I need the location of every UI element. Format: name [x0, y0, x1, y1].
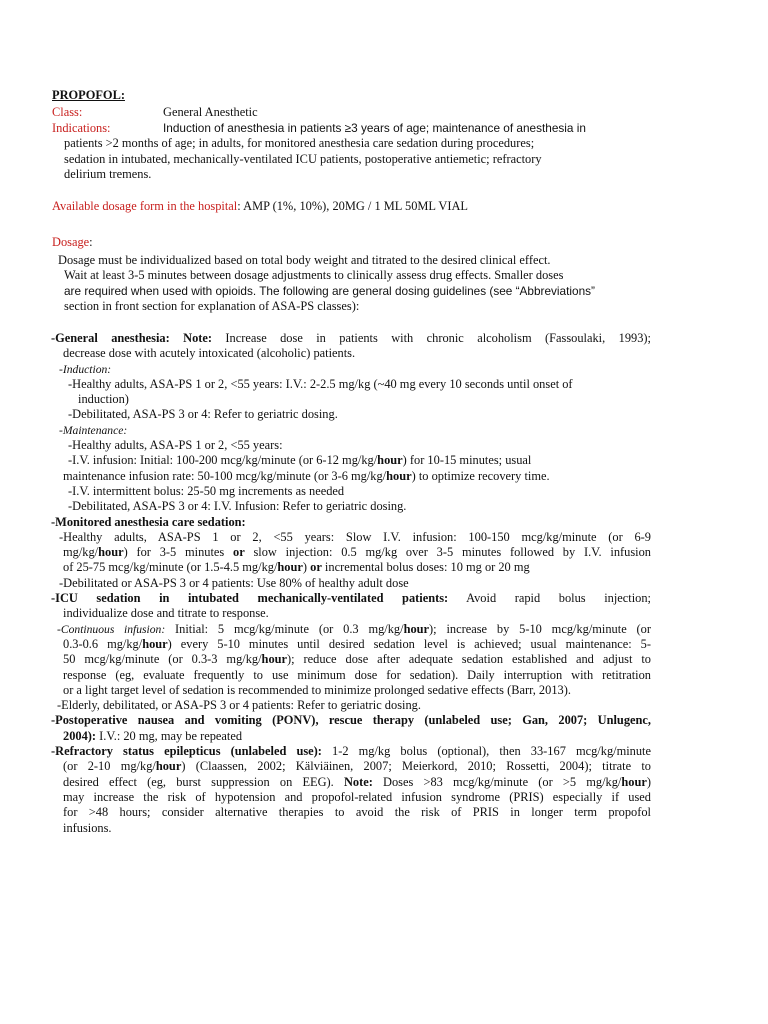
text: slow injection: 0.5 mg/kg over 3-5 minutes followed by I.V. infusion — [244, 545, 651, 560]
text: -I.V. infusion: Initial: 100-200 mcg/kg/minute (or 6-12 mg/kg/ — [68, 453, 378, 468]
indications-section — [52, 121, 632, 182]
text: ) — [302, 560, 311, 575]
text: Initial: 5 mcg/kg/minute (or 0.3 mg/kg/ — [165, 621, 404, 636]
dosing-guidelines — [51, 331, 651, 836]
drug-title: PROPOFOL: — [52, 88, 125, 102]
status-line: infusions. — [63, 820, 112, 835]
text: ); increase by 5-10 mcg/kg/minute (or — [429, 621, 651, 636]
monitored-line: -Healthy adults, ASA-PS 1 or 2, <55 years: Slow I.V. infusion: 100-150 mcg/kg/minute (or 6-9 — [59, 529, 651, 544]
text: mg/kg/ — [63, 545, 99, 560]
dosage-line: section in front section for explanation of ASA-PS classes): — [64, 298, 360, 313]
indications-line: sedation in intubated, mechanically-ventilated ICU patients, postoperative antiemetic; refractory — [64, 151, 542, 166]
icu-line — [51, 622, 651, 637]
general-text: Increase dose in patients with chronic alcoholism (Fassoulaki, 1993); — [212, 331, 651, 345]
text: (or 2-10 mg/kg/ — [63, 759, 156, 774]
general-anesthesia-heading — [51, 331, 651, 346]
dosage-line: Dosage must be individualized based on total body weight and titrated to the desired clinical effect. — [58, 253, 551, 267]
status-line — [51, 759, 651, 774]
text: ) for 10-15 minutes; usual — [402, 453, 532, 468]
available-value: AMP (1%, 10%), 20MG / 1 ML 50ML VIAL — [240, 199, 468, 213]
maintenance-line — [51, 453, 651, 468]
icu-line — [51, 637, 651, 652]
indications-line: delirium tremens. — [64, 166, 152, 181]
or-bold: or — [233, 545, 245, 560]
maintenance-label: -Maintenance: — [59, 423, 128, 437]
icu-line: -Elderly, debilitated, or ASA-PS 3 or 4 patients: Refer to geriatric dosing. — [57, 698, 421, 713]
available-colon: : — [237, 199, 241, 213]
continuous-infusion-label: -Continuous infusion: — [57, 622, 166, 636]
maintenance-line: -I.V. intermittent bolus: 25-50 mg increments as needed — [68, 483, 345, 498]
text: I.V.: 20 mg, may be repeated — [96, 728, 243, 743]
status-line: for >48 hours; consider alternative therapies to avoid the risk of PRIS in longer term propofol — [63, 805, 651, 820]
icu-line: or a light target level of sedation is recommended to minimize prolonged sedative effects (Barr, 2013). — [63, 682, 571, 697]
icu-heading — [51, 591, 651, 606]
available-label: Available dosage form in the hospital — [52, 199, 238, 213]
maintenance-line: -Debilitated, ASA-PS 3 or 4: I.V. Infusion: Refer to geriatric dosing. — [68, 499, 407, 514]
ponv-heading — [51, 713, 651, 728]
monitored-head: -Monitored anesthesia care sedation: — [51, 514, 246, 529]
hour-bold: hour — [621, 774, 647, 789]
ponv-head: -Postoperative nausea and vomiting (PONV), rescue therapy (unlabeled use; Gan, 2007; Unlugenc, — [51, 713, 651, 728]
class-value: General Anesthetic — [163, 105, 258, 119]
dosage-intro — [52, 253, 652, 314]
induction-line: induction) — [78, 392, 129, 407]
text: ) every 5-10 minutes until desired sedation level is achieved; usual maintenance: 5- — [167, 636, 652, 651]
note-bold: Note: — [343, 774, 373, 789]
text: ) — [646, 774, 651, 789]
status-epilepticus-heading — [51, 744, 651, 759]
or-bold: or — [310, 560, 322, 575]
hour-bold: hour — [277, 560, 303, 575]
indications-line: patients >2 months of age; in adults, for monitored anesthesia care sedation during procedures; — [64, 136, 535, 151]
dosage-heading — [52, 235, 93, 250]
status-head: -Refractory status epilepticus (unlabeled use): — [51, 744, 322, 759]
monitored-heading — [51, 515, 651, 530]
text: 50 mcg/kg/minute (or 0.3-3 mg/kg/ — [63, 652, 262, 667]
status-line: may increase the risk of hypotension and propofol-related infusion syndrome (PRIS) especially if used — [63, 789, 651, 804]
hour-bold: hour — [386, 468, 412, 483]
text: ) for 3-5 minutes — [123, 545, 233, 560]
dosage-line: Wait at least 3-5 minutes between dosage adjustments to clinically assess drug effects. Smaller doses — [64, 268, 564, 283]
text: ) (Claassen, 2002; Kälviäinen, 2007; Meierkord, 2010; Rossetti, 2004); titrate to — [181, 759, 651, 774]
icu-line — [51, 652, 651, 667]
hour-bold: hour — [377, 453, 403, 468]
available-dosage-form — [52, 199, 468, 214]
monitored-line — [51, 560, 651, 575]
class-row — [52, 105, 258, 120]
class-label: Class: — [52, 105, 83, 119]
text: ); reduce dose after adequate sedation established and adjust to — [287, 652, 651, 667]
hour-bold: hour — [142, 636, 168, 651]
text: ) to optimize recovery time. — [411, 468, 550, 483]
induction-label: -Induction: — [59, 362, 112, 376]
induction-line: -Debilitated, ASA-PS 3 or 4: Refer to geriatric dosing. — [68, 407, 338, 422]
text: 0.3-0.6 mg/kg/ — [63, 636, 143, 651]
text: 1-2 mg/kg bolus (optional), then 33-167 mcg/kg/minute — [321, 744, 652, 759]
hour-bold: hour — [98, 545, 124, 560]
monitored-line — [51, 545, 651, 560]
dosage-label: Dosage — [52, 235, 90, 249]
general-head: -General anesthesia: Note: — [51, 331, 213, 345]
monitored-line: -Debilitated or ASA-PS 3 or 4 patients: Use 80% of healthy adult dose — [59, 575, 409, 590]
text: incremental bolus doses: 10 mg or 20 mg — [321, 560, 530, 575]
ponv-line — [51, 729, 651, 744]
text: of 25-75 mcg/kg/minute (or 1.5-4.5 mg/kg/ — [63, 560, 278, 575]
ponv-year: 2004): — [63, 728, 97, 743]
maintenance-line — [51, 469, 651, 484]
dosage-colon: : — [89, 235, 93, 249]
hour-bold: hour — [261, 652, 288, 667]
general-text: decrease dose with acutely intoxicated (alcoholic) patients. — [63, 346, 356, 361]
icu-head: -ICU sedation in intubated mechanically-ventilated patients: — [51, 591, 449, 606]
induction-line: -Healthy adults, ASA-PS 1 or 2, <55 years: I.V.: 2-2.5 mg/kg (~40 mg every 10 seconds until onset of — [68, 376, 573, 391]
text: maintenance infusion rate: 50-100 mcg/kg/minute (or 3-6 mg/kg/ — [63, 468, 387, 483]
text: desired effect (eg, burst suppression on EEG). — [63, 774, 344, 789]
text: Avoid rapid bolus injection; — [448, 591, 651, 606]
hour-bold: hour — [155, 759, 182, 774]
icu-line: individualize dose and titrate to response. — [63, 606, 269, 621]
indications-line: Induction of anesthesia in patients ≥3 years of age; maintenance of anesthesia in — [163, 121, 586, 135]
dosage-line: are required when used with opioids. The following are general dosing guidelines (see “Abbreviations” — [64, 283, 595, 298]
text: Doses >83 mcg/kg/minute (or >5 mg/kg/ — [372, 774, 622, 789]
status-line — [51, 775, 651, 790]
hour-bold: hour — [403, 621, 430, 636]
indications-label: Indications: — [52, 121, 111, 135]
maintenance-line: -Healthy adults, ASA-PS 1 or 2, <55 years: — [68, 438, 283, 453]
icu-line: response (eg, evaluate frequently to use minimum dose for sedation). Daily interruption with retitration — [63, 667, 651, 682]
